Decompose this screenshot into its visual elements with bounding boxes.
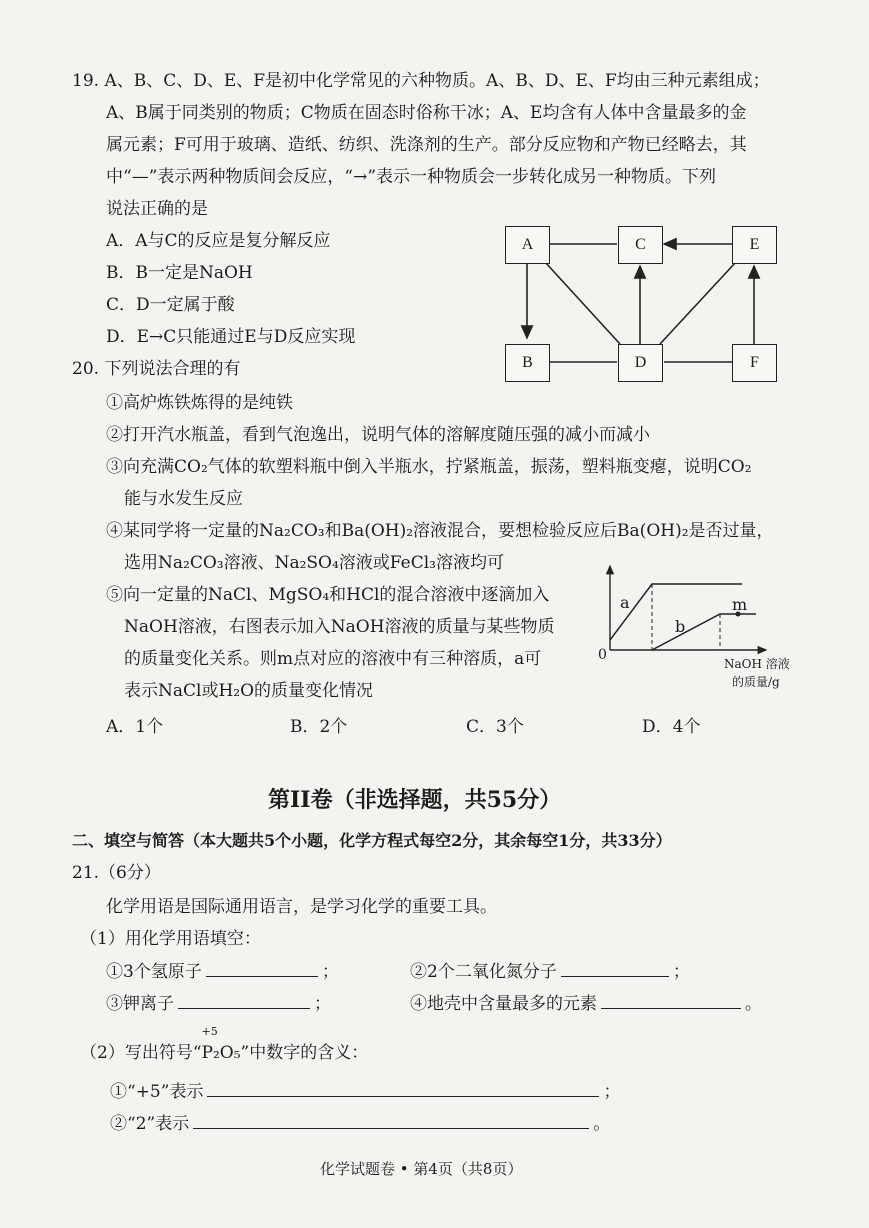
node-c: C: [618, 226, 663, 264]
node-b: B: [505, 344, 550, 382]
q21-item-2: ②2个二氧化氮分子 ；: [410, 962, 690, 982]
q20-statement-4b: 选用Na₂CO₃溶液、Na₂SO₄溶液或FeCl₃溶液均可: [124, 553, 504, 573]
q21-item-1: ①3个氢原子 ；: [106, 962, 339, 982]
q21-number: 21.（6分）: [72, 863, 161, 883]
q19-option-d: D．E→C只能通过E与D反应实现: [106, 327, 356, 347]
q21-item-3: ③钾离子 ；: [106, 994, 331, 1014]
graph-xlabel-1: NaOH 溶液: [724, 657, 790, 671]
q20-option-c: C．3个: [466, 717, 524, 737]
node-d: D: [618, 344, 663, 382]
graph-label-a: a: [620, 593, 630, 612]
q20-statement-4a: ④某同学将一定量的Na₂CO₃和Ba(OH)₂溶液混合，要想检验反应后Ba(OH)₂是否过量，: [106, 521, 774, 541]
q20-mass-graph: [596, 560, 776, 692]
q19-line-5: 说法正确的是: [106, 199, 208, 219]
q21-part-2-suffix: ”中数字的含义：: [240, 1043, 369, 1063]
q20-statement-5a: ⑤向一定量的NaCl、MgSO₄和HCl的混合溶液中逐滴加入: [106, 585, 550, 605]
q21-part-1: （1）用化学用语填空：: [80, 929, 261, 949]
graph-origin: 0: [598, 647, 607, 663]
q21-meaning-1: ①“+5”表示 ；: [110, 1082, 621, 1102]
node-e: E: [732, 226, 777, 264]
node-f: F: [732, 344, 777, 382]
graph-label-m: m: [732, 595, 748, 614]
q21-item-2-label: ②2个二氧化氮分子: [410, 962, 557, 982]
q21-meaning-2: ②“2”表示 。: [110, 1114, 611, 1134]
valence-superscript: +5: [201, 1025, 218, 1038]
answer-blank-6[interactable]: [193, 1112, 589, 1129]
q20-option-a: A．1个: [106, 717, 164, 737]
q21-item-1-label: ①3个氢原子: [106, 962, 202, 982]
section-2-heading: 二、填空与简答（本大题共5个小题，化学方程式每空2分，其余每空1分，共33分）: [72, 831, 672, 850]
q21-part-2: [80, 1025, 369, 1064]
formula-text: P₂O₅: [201, 1043, 241, 1063]
q20-statement-3b: 能与水发生反应: [124, 489, 243, 509]
q20-statement-2: ②打开汽水瓶盖，看到气泡逸出，说明气体的溶解度随压强的减小而减小: [106, 425, 650, 445]
node-a: A: [505, 226, 550, 264]
q20-option-d: D．4个: [642, 717, 701, 737]
q21-item-4: ④地壳中含量最多的元素 。: [410, 994, 762, 1014]
graph-label-b: b: [675, 617, 686, 636]
graph-xlabel-2: 的质量/g: [732, 675, 780, 689]
q19-line-2: A、B属于同类别的物质；C物质在固态时俗称干冰；A、E均含有人体中含量最多的金: [106, 103, 747, 123]
line-a-d: [545, 262, 620, 344]
q21-item-3-label: ③钾离子: [106, 994, 174, 1014]
q21-meaning-1-label: ①“+5”表示: [110, 1082, 204, 1102]
answer-blank-4[interactable]: [601, 992, 741, 1009]
q20-statement-5b: NaOH溶液，右图表示加入NaOH溶液的质量与某些物质: [124, 617, 555, 637]
q21-part-2-prefix: （2）写出符号“: [80, 1043, 202, 1063]
q19-option-c: C．D一定属于酸: [106, 295, 235, 315]
line-e-d: [660, 262, 736, 344]
curve-b: [652, 614, 756, 650]
q20-statement-5d: 表示NaCl或H₂O的质量变化情况: [124, 681, 374, 701]
answer-blank-1[interactable]: [206, 960, 318, 977]
q21-intro: 化学用语是国际通用语言，是学习化学的重要工具。: [106, 897, 497, 917]
answer-blank-2[interactable]: [561, 960, 669, 977]
answer-blank-5[interactable]: [207, 1080, 599, 1097]
q20-stem: 20. 下列说法合理的有: [72, 359, 241, 379]
q20-statement-3a: ③向充满CO₂气体的软塑料瓶中倒入半瓶水，拧紧瓶盖，振荡，塑料瓶变瘪，说明CO₂: [106, 457, 752, 477]
q21-meaning-2-label: ②“2”表示: [110, 1114, 190, 1134]
section-2-title: 第II卷（非选择题，共55分）: [268, 787, 562, 813]
q19-line-3: 属元素；F可用于玻璃、造纸、纺织、洗涤剂的生产。部分反应物和产物已经略去，其: [106, 135, 747, 155]
q19-option-b: B．B一定是NaOH: [106, 263, 253, 283]
answer-blank-3[interactable]: [178, 992, 310, 1009]
q19-line-4: 中“—”表示两种物质间会反应，“→”表示一种物质会一步转化成另一种物质。下列: [106, 167, 717, 187]
q20-option-b: B．2个: [290, 717, 348, 737]
q20-statement-5c: 的质量变化关系。则m点对应的溶液中有三种溶质，a可: [124, 649, 542, 669]
q19-option-a: A．A与C的反应是复分解反应: [106, 231, 331, 251]
page-footer: 化学试题卷 • 第4页（共8页）: [320, 1160, 523, 1178]
q19-line-1: 19. A、B、C、D、E、F是初中化学常见的六种物质。A、B、D、E、F均由三种元素组成；: [72, 71, 770, 91]
q20-statement-1: ①高炉炼铁炼得的是纯铁: [106, 393, 293, 413]
q21-item-4-label: ④地壳中含量最多的元素: [410, 994, 597, 1014]
phosphorus-pentoxide-formula: [201, 1025, 241, 1064]
